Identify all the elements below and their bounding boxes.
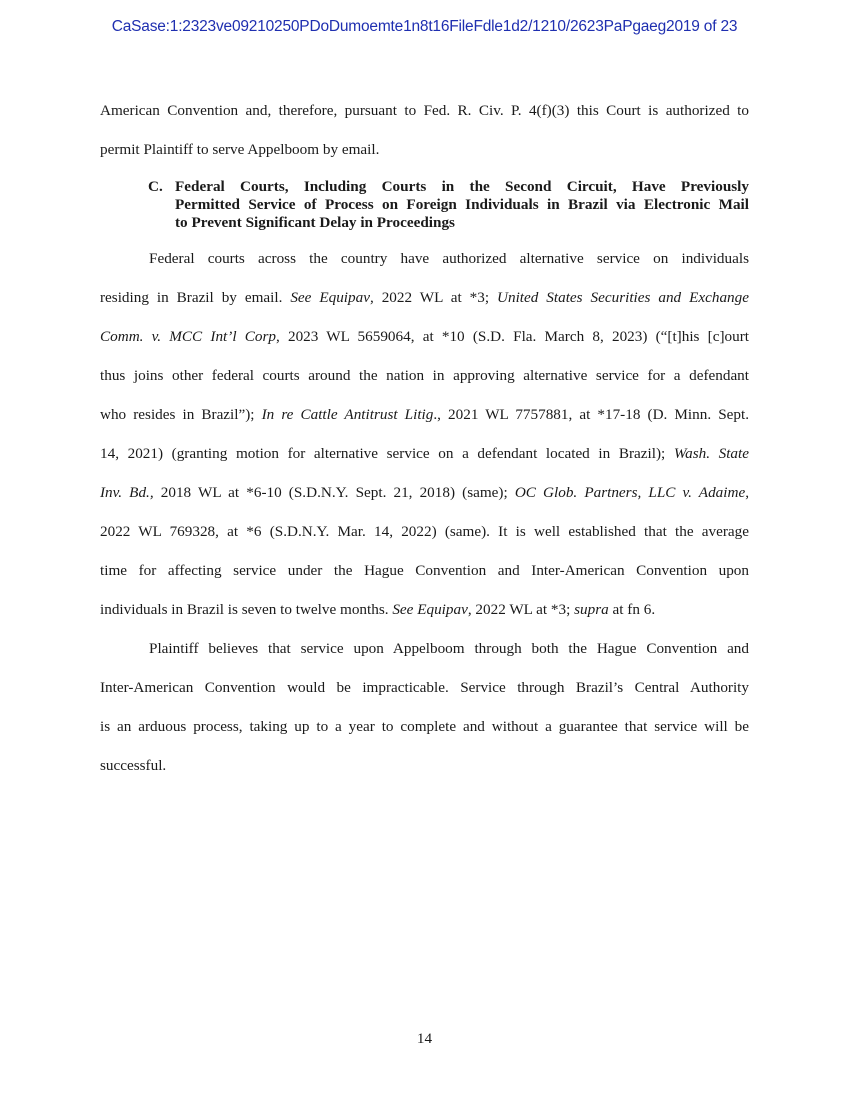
case-citation: Inv. Bd., bbox=[100, 484, 154, 501]
ecf-header-overprint: CaSase:1:2323ve09210250PDoDumoemte1n8t16FileFdle1d2/1210/2623PaPgaeg2019 of 23 bbox=[111, 18, 738, 35]
body-line: Federal courts across the country have authorized alternative service on individuals bbox=[149, 250, 749, 267]
body-line: residing in Brazil by email. See Equipav, 2022 WL at *3; United States Securities and Exchange bbox=[100, 289, 749, 306]
body-line: is an arduous process, taking up to a year to complete and without a guarantee that service will be bbox=[100, 718, 749, 735]
body-line: successful. bbox=[100, 757, 167, 774]
body-line: 2022 WL 769328, at *6 (S.D.N.Y. Mar. 14, 2022) (same). It is well established that the average bbox=[100, 523, 749, 540]
body-line: American Convention and, therefore, pursuant to Fed. R. Civ. P. 4(f)(3) this Court is authorized to bbox=[100, 102, 749, 119]
body-line: permit Plaintiff to serve Appelboom by email. bbox=[100, 141, 380, 158]
case-citation: See Equipav bbox=[392, 601, 468, 618]
body-line: Comm. v. MCC Int’l Corp, 2023 WL 5659064, at *10 (S.D. Fla. March 8, 2023) (“[t]his [c]ourt bbox=[100, 328, 749, 345]
case-citation: See Equipav bbox=[290, 289, 370, 306]
case-citation: Comm. v. MCC Int’l Corp bbox=[100, 328, 276, 345]
body-line: Inter-American Convention would be impracticable. Service through Brazil’s Central Authority bbox=[100, 679, 749, 696]
body-line: Inv. Bd., 2018 WL at *6-10 (S.D.N.Y. Sept. 21, 2018) (same); OC Glob. Partners, LLC v. Adaime, bbox=[100, 484, 749, 501]
heading-line: Permitted Service of Process on Foreign Individuals in Brazil via Electronic Mail bbox=[175, 196, 749, 213]
body-line: 14, 2021) (granting motion for alternative service on a defendant located in Brazil); Wash. State bbox=[100, 445, 749, 462]
body-line: who resides in Brazil”); In re Cattle Antitrust Litig., 2021 WL 7757881, at *17-18 (D. Minn. Sept. bbox=[100, 406, 749, 423]
body-line: individuals in Brazil is seven to twelve months. See Equipav, 2022 WL at *3; supra at fn 6. bbox=[100, 601, 656, 618]
heading-line: to Prevent Significant Delay in Proceedings bbox=[175, 214, 455, 231]
case-citation: United States Securities and Exchange bbox=[497, 289, 749, 306]
citation-signal: supra bbox=[574, 601, 609, 618]
ecf-filing-header bbox=[0, 12, 849, 42]
body-line: time for affecting service under the Hague Convention and Inter-American Convention upon bbox=[100, 562, 749, 579]
heading-line: Federal Courts, Including Courts in the Second Circuit, Have Previously bbox=[175, 178, 749, 195]
case-citation: In re Cattle Antitrust Litig bbox=[261, 406, 434, 423]
page-number: 14 bbox=[416, 1030, 433, 1047]
body-line: Plaintiff believes that service upon Appelboom through both the Hague Convention and bbox=[149, 640, 749, 657]
case-citation: Wash. State bbox=[673, 445, 749, 462]
heading-letter: C. bbox=[148, 178, 163, 195]
body-line: thus joins other federal courts around the nation in approving alternative service for a defendant bbox=[100, 367, 749, 384]
case-citation: OC Glob. Partners, LLC v. Adaime bbox=[514, 484, 746, 501]
